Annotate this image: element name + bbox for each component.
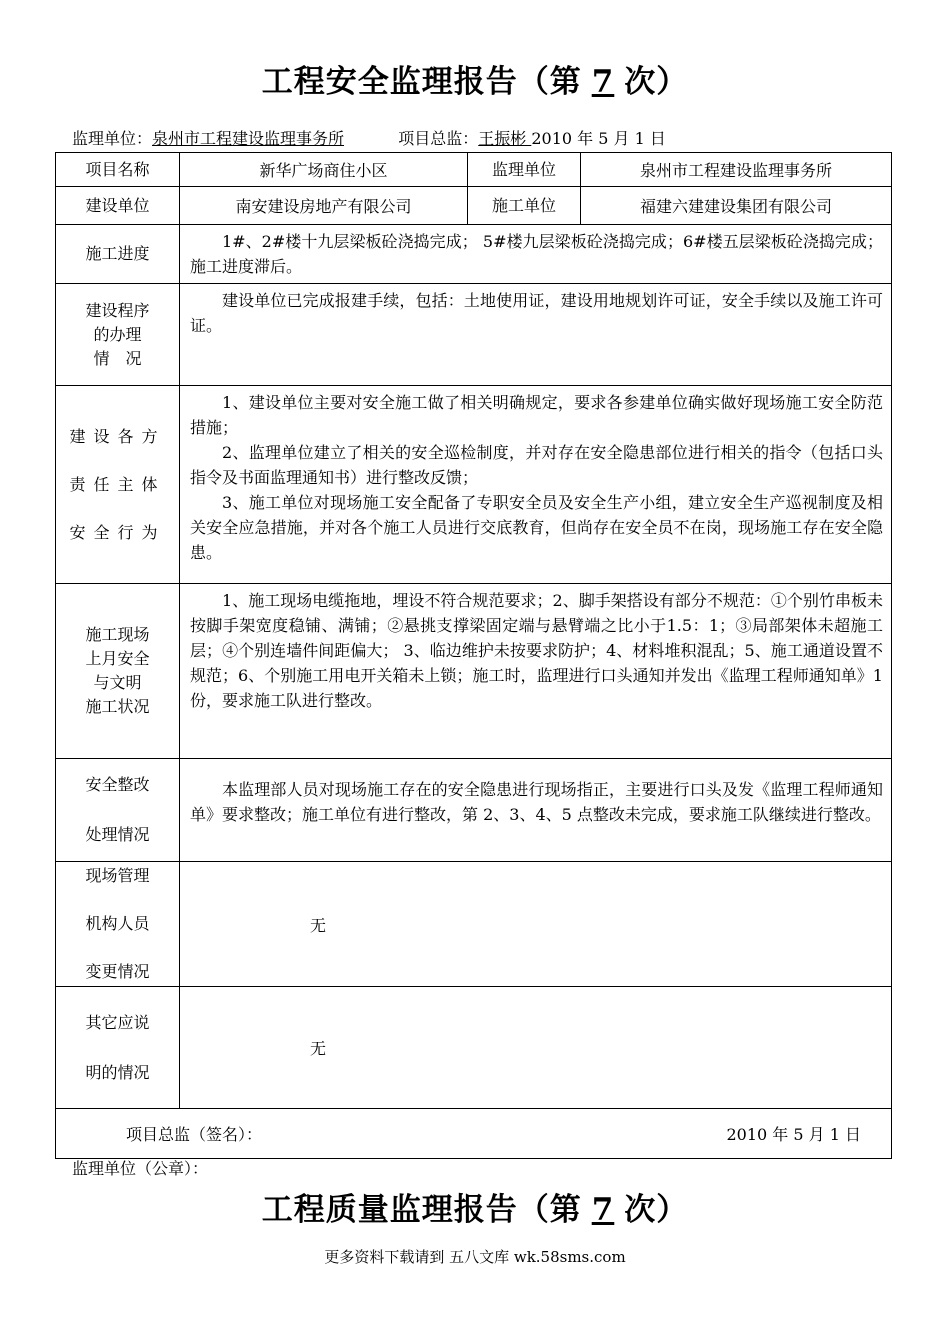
progress-text: 1#、2#楼十九层梁板砼浇捣完成； 5#楼九层梁板砼浇捣完成；6#楼五层梁板砼浇捣完成；施工进度滞后。 <box>180 225 892 284</box>
staff-change-label: 现场管理 机构人员 变更情况 <box>56 862 180 987</box>
site-status-text: 1、施工现场电缆拖地，埋设不符合规范要求；2、脚手架搭设有部分不规范：①个别竹串板未按脚手架宽度稳铺、满铺；②悬挑支撑梁固定端与悬臂端之比小于1.5：1；③局部架体未超施工层；④个别连墙件间距偏大； 3、临边维护未按要求防护；4、材料堆积混乱；5、施工通道设置不规范；6、个别施工用电开关箱未上锁；施工时，监理进行口头通知并发出《监理工程师通知单》1 份，要求施工队进行整改。 <box>180 584 892 759</box>
quality-report-number: 7 <box>591 1192 615 1228</box>
table-row <box>56 584 892 759</box>
signature-row <box>56 1109 892 1159</box>
procedure-text: 建设单位已完成报建手续，包括：土地使用证，建设用地规划许可证，安全手续以及施工许可证。 <box>180 284 892 386</box>
supervisor-label: 监理单位 <box>468 153 581 187</box>
supervision-unit: 泉州市工程建设监理事务所 <box>152 129 345 148</box>
staff-change-value: 无 <box>180 862 892 987</box>
project-name-value: 新华广场商住小区 <box>180 153 468 187</box>
parties-text: 1、建设单位主要对安全施工做了相关明确规定，要求各参建单位确实做好现场施工安全防范措施； 2、监理单位建立了相关的安全巡检制度，并对存在安全隐患部位进行相关的指令（包括口头指令及书面监理通知书）进行整改反馈； 3、施工单位对现场施工安全配备了专职安全员及安全生产小组，建立安全生产巡视制度及相关安全应急措施，并对各个施工人员进行交底教育，但尚存在安全员不在岗，现场施工存在安全隐患。 <box>180 386 892 584</box>
stamp-label: 监理单位（公章）： <box>72 1159 209 1178</box>
procedure-label: 建设程序 的办理 情 况 <box>56 284 180 386</box>
table-row <box>56 284 892 386</box>
signature-date: 2010 年 5 月 1 日 <box>726 1125 861 1144</box>
builder-label: 建设单位 <box>56 187 180 225</box>
table-row <box>56 759 892 862</box>
table-row <box>56 862 892 987</box>
table-row <box>56 225 892 284</box>
parties-label: 建设各方 责任主体 安全行为 <box>56 386 180 584</box>
other-label: 其它应说 明的情况 <box>56 987 180 1109</box>
other-value: 无 <box>180 987 892 1109</box>
chief-supervisor: 王振彬 <box>478 129 532 148</box>
builder-value: 南安建设房地产有限公司 <box>180 187 468 225</box>
project-name-label: 项目名称 <box>56 153 180 187</box>
rectify-text: 本监理部人员对现场施工存在的安全隐患进行现场指正，主要进行口头及发《监理工程师通知单》要求整改；施工单位有进行整改，第 2、3、4、5 点整改未完成，要求施工队继续进行整改。 <box>180 759 892 862</box>
report-title: 工程安全监理报告（第 7 次） <box>261 64 689 100</box>
safety-report-table <box>55 152 892 1159</box>
quality-report-title: 工程质量监理报告（第 7 次） <box>261 1192 689 1228</box>
rectify-label: 安全整改 处理情况 <box>56 759 180 862</box>
report-meta: 监理单位：泉州市工程建设监理事务所 项目总监：王振彬 2010 年 5 月 1 日 <box>72 129 666 148</box>
supervisor-value: 泉州市工程建设监理事务所 <box>581 153 892 187</box>
contractor-value: 福建六建建设集团有限公司 <box>581 187 892 225</box>
footer-text: 更多资料下载请到 五八文库 wk.58sms.com <box>324 1248 626 1266</box>
report-date: 2010 年 5 月 1 日 <box>531 129 666 148</box>
signature-label: 项目总监（签名）： <box>126 1125 263 1144</box>
report-number: 7 <box>591 64 615 100</box>
table-row <box>56 153 892 187</box>
table-row <box>56 386 892 584</box>
table-row <box>56 187 892 225</box>
contractor-label: 施工单位 <box>468 187 581 225</box>
progress-label: 施工进度 <box>56 225 180 284</box>
site-status-label: 施工现场 上月安全 与文明 施工状况 <box>56 584 180 759</box>
table-row <box>56 987 892 1109</box>
